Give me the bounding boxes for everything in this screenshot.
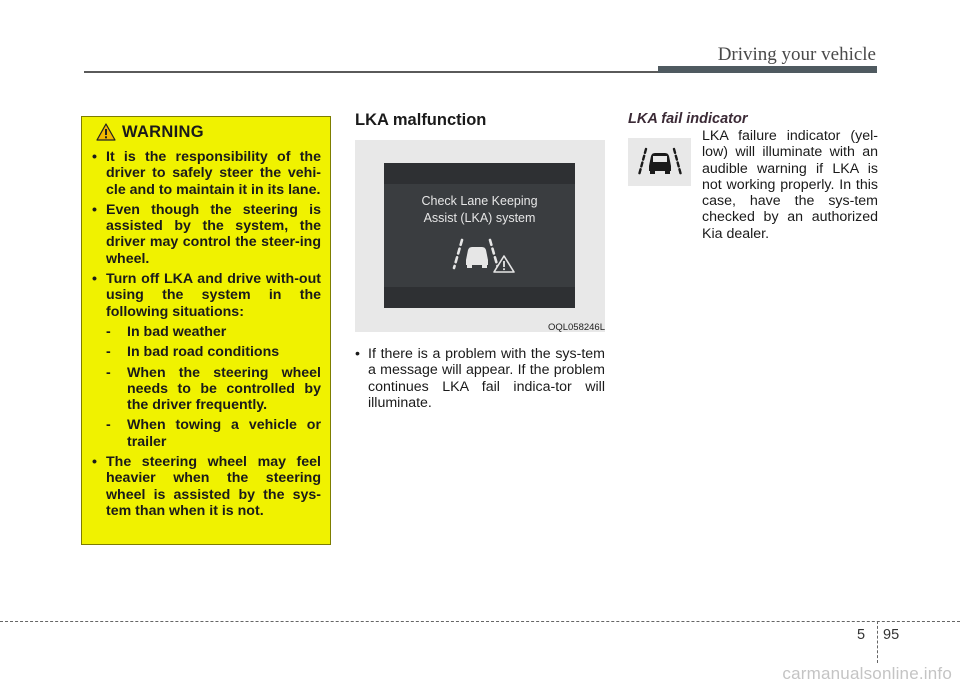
warning-subitem: - In bad weather <box>106 323 227 340</box>
display-message-line1: Check Lane Keeping <box>421 194 538 208</box>
display-message-line2: Assist (LKA) system <box>423 211 536 225</box>
warning-item: • It is the responsibility of the driver to safely steer the vehi-cle and to maintain it in its lane. <box>92 149 321 198</box>
lka-malfunction-heading: LKA malfunction <box>355 111 487 129</box>
warning-list <box>92 149 321 523</box>
lka-fail-icon <box>636 146 684 178</box>
chapter-number: 5 <box>857 627 866 643</box>
warning-subitem: - When the steering wheel needs to be controlled by the driver frequently. <box>106 364 321 414</box>
warning-box <box>81 116 331 545</box>
figure-code: OQL058246L <box>547 322 605 333</box>
header-bar <box>658 66 877 73</box>
warning-item: • The steering wheel may feel heavier when the steering wheel is assisted by the sys-tem than when it is not. <box>92 454 321 519</box>
header-rule <box>84 71 660 73</box>
fail-indicator-paragraph: LKA failure indicator (yel-low) will illuminate with an audible warning if LKA is not working properly. In this case, have the sys-tem checked by an authorized Kia dealer. <box>702 128 878 242</box>
page-number: 95 <box>883 627 900 643</box>
warning-title: WARNING <box>122 122 204 141</box>
watermark: carmanualsonline.info <box>782 664 952 683</box>
warning-header <box>96 123 204 141</box>
display-band-top <box>384 163 575 184</box>
warning-item: • Even though the steering is assisted by the system, the driver may control the steer-ing wheel. <box>92 201 321 267</box>
warning-subitem: - In bad road conditions <box>106 344 280 361</box>
cluster-display <box>384 163 575 308</box>
lka-warning-icon <box>450 236 516 274</box>
footer-rule <box>0 621 960 622</box>
warning-subitem: - When towing a vehicle or trailer <box>106 417 321 450</box>
warning-triangle-icon <box>96 123 116 141</box>
lka-fail-indicator-heading: LKA fail indicator <box>628 111 748 127</box>
malfunction-bullet: • If there is a problem with the sys-tem a message will appear. If the problem continues LKA fail indica-tor will illuminate. <box>355 346 605 411</box>
indicator-figure <box>628 138 691 186</box>
section-title: Driving your vehicle <box>717 44 876 65</box>
footer-divider <box>877 621 878 663</box>
display-band-bottom <box>384 287 575 308</box>
warning-item: • Turn off LKA and drive with-out using the system in the following situations: <box>92 271 321 320</box>
